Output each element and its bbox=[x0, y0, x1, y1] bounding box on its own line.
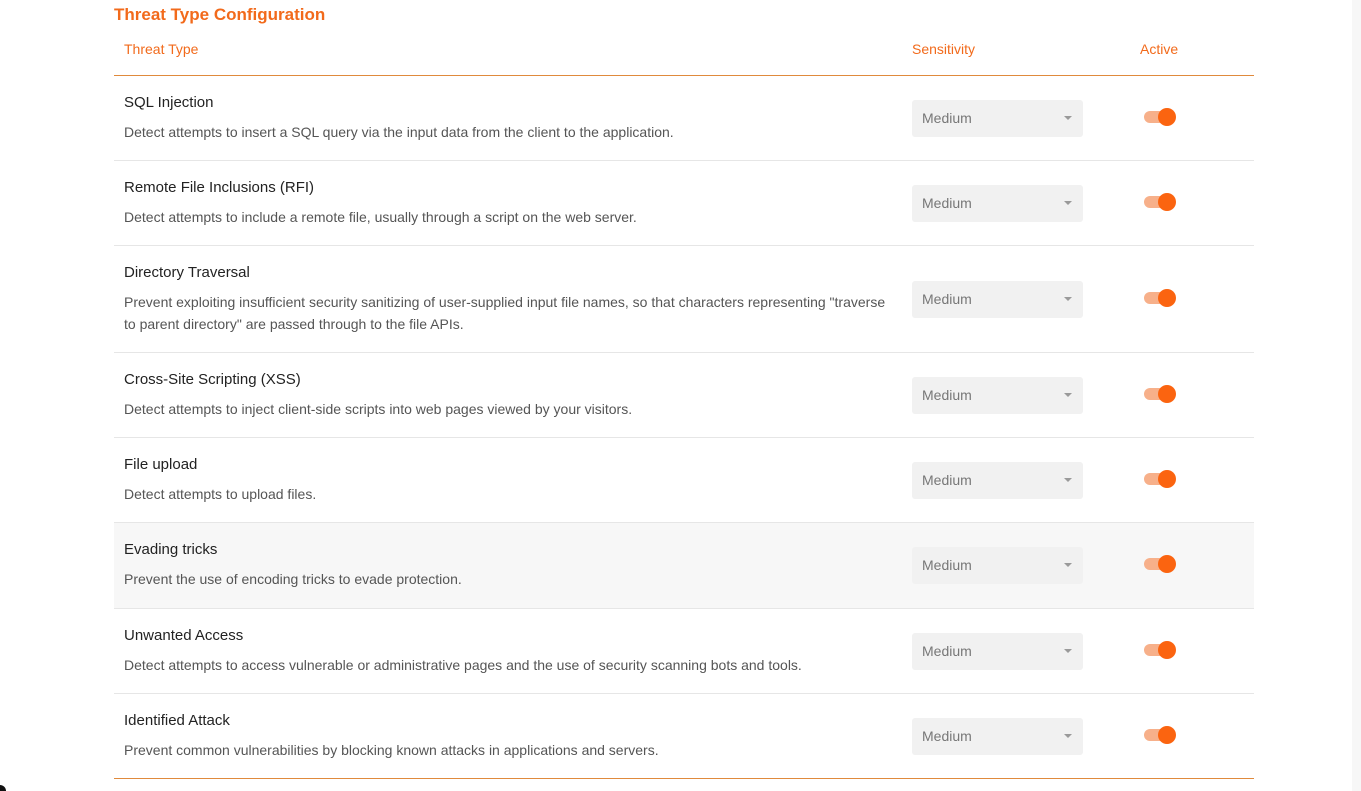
table-row-sql-injection bbox=[114, 76, 1254, 161]
header-threat-type: Threat Type bbox=[124, 41, 199, 57]
threat-description: Detect attempts to inject client-side scripts into web pages viewed by your visitors. bbox=[124, 401, 633, 417]
sensitivity-select[interactable] bbox=[912, 281, 1083, 318]
sensitivity-select[interactable] bbox=[912, 185, 1083, 222]
threat-name: Unwanted Access bbox=[124, 627, 244, 644]
toggle-knob bbox=[1158, 555, 1176, 573]
threat-description: Detect attempts to include a remote file, usually through a script on the web server. bbox=[124, 209, 637, 225]
sensitivity-value: Medium bbox=[922, 110, 972, 126]
toggle-knob bbox=[1158, 726, 1176, 744]
sensitivity-value: Medium bbox=[922, 195, 972, 211]
toggle-knob bbox=[1158, 385, 1176, 403]
threat-description: Prevent the use of encoding tricks to evade protection. bbox=[124, 571, 462, 587]
toggle-knob bbox=[1158, 193, 1176, 211]
threat-type-cell bbox=[124, 179, 894, 228]
active-toggle[interactable] bbox=[1144, 640, 1176, 660]
threat-name: Cross-Site Scripting (XSS) bbox=[124, 371, 301, 388]
table-row-file-upload bbox=[114, 438, 1254, 523]
table-row-rfi bbox=[114, 161, 1254, 246]
table-row-unwanted-access bbox=[114, 609, 1254, 694]
caret-down-icon bbox=[1064, 734, 1072, 738]
table-row-xss bbox=[114, 353, 1254, 438]
threat-name: Identified Attack bbox=[124, 712, 230, 729]
header-sensitivity: Sensitivity bbox=[912, 41, 976, 57]
active-toggle[interactable] bbox=[1144, 725, 1176, 745]
threat-name: SQL Injection bbox=[124, 94, 214, 111]
threat-type-cell bbox=[124, 627, 894, 676]
threat-name: Remote File Inclusions (RFI) bbox=[124, 179, 315, 196]
toggle-knob bbox=[1158, 289, 1176, 307]
caret-down-icon bbox=[1064, 563, 1072, 567]
table-header bbox=[114, 30, 1254, 76]
sensitivity-select[interactable] bbox=[912, 100, 1083, 137]
window-corner bbox=[0, 785, 6, 791]
sensitivity-select[interactable] bbox=[912, 547, 1083, 584]
active-toggle[interactable] bbox=[1144, 107, 1176, 127]
caret-down-icon bbox=[1064, 297, 1072, 301]
sensitivity-value: Medium bbox=[922, 643, 972, 659]
sensitivity-select[interactable] bbox=[912, 633, 1083, 670]
sensitivity-value: Medium bbox=[922, 387, 972, 403]
threat-name: File upload bbox=[124, 456, 198, 473]
caret-down-icon bbox=[1064, 393, 1072, 397]
caret-down-icon bbox=[1064, 116, 1072, 120]
threat-type-table bbox=[114, 30, 1254, 779]
threat-description: Prevent exploiting insufficient security sanitizing of user-supplied input file names, so that characters representing "traverse to parent directory" are passed through to the file APIs. bbox=[124, 294, 886, 332]
table-row-evading-tricks bbox=[114, 523, 1254, 609]
active-toggle[interactable] bbox=[1144, 288, 1176, 308]
threat-type-cell bbox=[124, 264, 894, 335]
section-title: Threat Type Configuration bbox=[114, 5, 326, 24]
threat-description: Detect attempts to access vulnerable or administrative pages and the use of security scanning bots and tools. bbox=[124, 657, 802, 673]
scrollbar-gutter bbox=[1352, 0, 1361, 791]
threat-type-cell bbox=[124, 712, 894, 761]
active-toggle[interactable] bbox=[1144, 469, 1176, 489]
sensitivity-value: Medium bbox=[922, 728, 972, 744]
threat-name: Directory Traversal bbox=[124, 264, 250, 281]
sensitivity-value: Medium bbox=[922, 557, 972, 573]
toggle-knob bbox=[1158, 108, 1176, 126]
active-toggle[interactable] bbox=[1144, 384, 1176, 404]
sensitivity-value: Medium bbox=[922, 291, 972, 307]
threat-type-cell bbox=[124, 456, 894, 505]
sensitivity-select[interactable] bbox=[912, 718, 1083, 755]
active-toggle[interactable] bbox=[1144, 192, 1176, 212]
threat-description: Prevent common vulnerabilities by blocking known attacks in applications and servers. bbox=[124, 742, 659, 758]
toggle-knob bbox=[1158, 470, 1176, 488]
header-active: Active bbox=[1140, 41, 1179, 57]
caret-down-icon bbox=[1064, 478, 1072, 482]
threat-type-cell bbox=[124, 371, 894, 420]
table-row-identified-attack bbox=[114, 694, 1254, 779]
table-row-directory-traversal bbox=[114, 246, 1254, 353]
sensitivity-value: Medium bbox=[922, 472, 972, 488]
caret-down-icon bbox=[1064, 649, 1072, 653]
threat-description: Detect attempts to upload files. bbox=[124, 486, 317, 502]
threat-type-cell bbox=[124, 541, 894, 590]
sensitivity-select[interactable] bbox=[912, 462, 1083, 499]
threat-description: Detect attempts to insert a SQL query via the input data from the client to the application. bbox=[124, 124, 674, 140]
threat-type-cell bbox=[124, 94, 894, 143]
caret-down-icon bbox=[1064, 201, 1072, 205]
active-toggle[interactable] bbox=[1144, 554, 1176, 574]
toggle-knob bbox=[1158, 641, 1176, 659]
sensitivity-select[interactable] bbox=[912, 377, 1083, 414]
threat-name: Evading tricks bbox=[124, 541, 218, 558]
